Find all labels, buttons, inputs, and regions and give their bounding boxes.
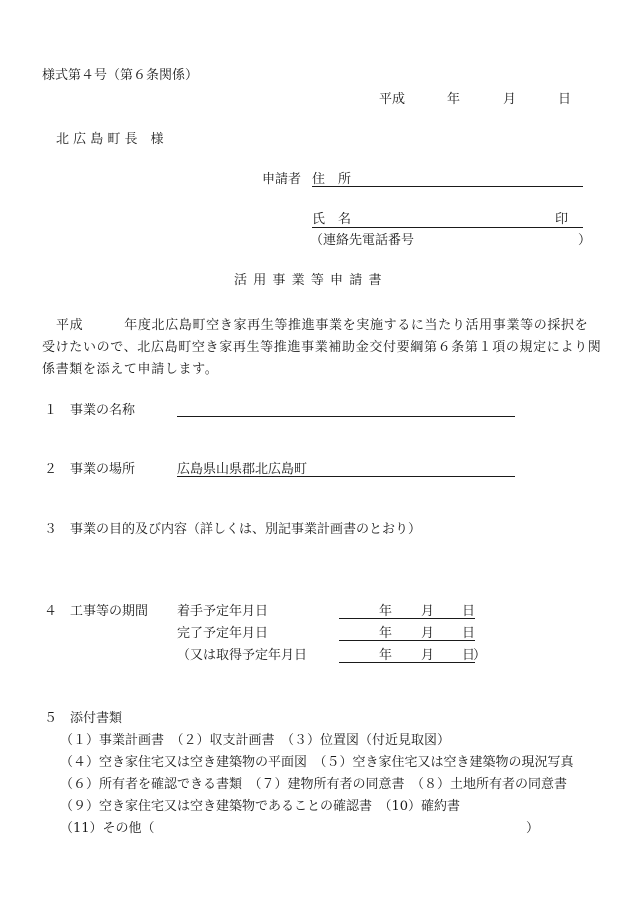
item-3-number: ３ [44,522,58,537]
start-date-field[interactable] [339,618,475,619]
applicant-label: 申請者 [262,172,302,187]
item-1-number: １ [44,403,58,418]
body-line-2: 受けたいので、北広島町空き家再生等推進事業補助金交付要綱第６条第１項の規定により関 [42,340,602,355]
name-label: 氏 名 [312,212,352,227]
start-date-day: 日 [462,604,476,619]
item-1-label: 事業の名称 [70,403,136,418]
item-4-label: 工事等の期間 [70,604,149,619]
attachment-line-1: （１）事業計画書 （２）収支計画書 （３）位置図（付近見取図） [60,733,451,748]
addressee: 北 広 島 町 長 様 [56,132,164,147]
attachment-other-label: （11）その他（ [60,821,155,836]
acquisition-date-field[interactable] [339,662,475,663]
end-date-label: 完了予定年月日 [177,626,269,641]
end-date-month: 月 [421,626,435,641]
phone-close-paren: ） [578,233,592,248]
end-date-field[interactable] [339,640,475,641]
document-title: 活 用 事 業 等 申 請 書 [234,273,383,288]
acquisition-date-close-paren: ） [473,648,487,663]
attachment-line-3: （６）所有者を確認できる書類 （７）建物所有者の同意書 （８）土地所有者の同意書 [60,777,568,792]
attachment-line-2: （４）空き家住宅又は空き建築物の平面図 （５）空き家住宅又は空き建築物の現況写真 [60,755,574,770]
item-2-label: 事業の場所 [70,462,136,477]
phone-label: （連絡先電話番号 [310,233,415,248]
start-date-year: 年 [379,604,393,619]
acquisition-date-year: 年 [379,648,393,663]
attachment-other-close-paren: ） [526,821,540,836]
body-line-3: 係書類を添えて申請します。 [42,362,219,377]
item-5-number: ５ [44,711,58,726]
project-location-field[interactable] [177,476,515,477]
acquisition-date-month: 月 [421,648,435,663]
date-day: 日 [558,92,572,107]
start-date-month: 月 [421,604,435,619]
item-3-label: 事業の目的及び内容（詳しくは、別記事業計画書のとおり） [70,522,422,537]
name-field[interactable] [312,227,583,228]
acquisition-date-day: 日 [462,648,476,663]
date-era: 平成 [379,92,406,107]
item-5-label: 添付書類 [70,711,123,726]
date-month: 月 [503,92,517,107]
item-4-number: ４ [44,604,58,619]
item-2-number: ２ [44,462,58,477]
form-number: 様式第４号（第６条関係） [42,68,199,83]
end-date-day: 日 [462,626,476,641]
end-date-year: 年 [379,626,393,641]
attachment-line-4: （９）空き家住宅又は空き建築物であることの確認書 （10）確約書 [60,799,461,814]
acquisition-date-label: （又は取得予定年月日 [177,648,308,663]
start-date-label: 着手予定年月日 [177,604,269,619]
seal-mark: 印 [555,212,569,227]
body-line-1: 平成 年度北広島町空き家再生等推進事業を実施するに当たり活用事業等の採択を [56,318,589,333]
address-label: 住 所 [312,172,352,187]
item-2-value: 広島県山県郡北広島町 [177,462,308,477]
date-year: 年 [447,92,461,107]
address-field[interactable] [312,186,583,187]
project-name-field[interactable] [177,416,515,417]
